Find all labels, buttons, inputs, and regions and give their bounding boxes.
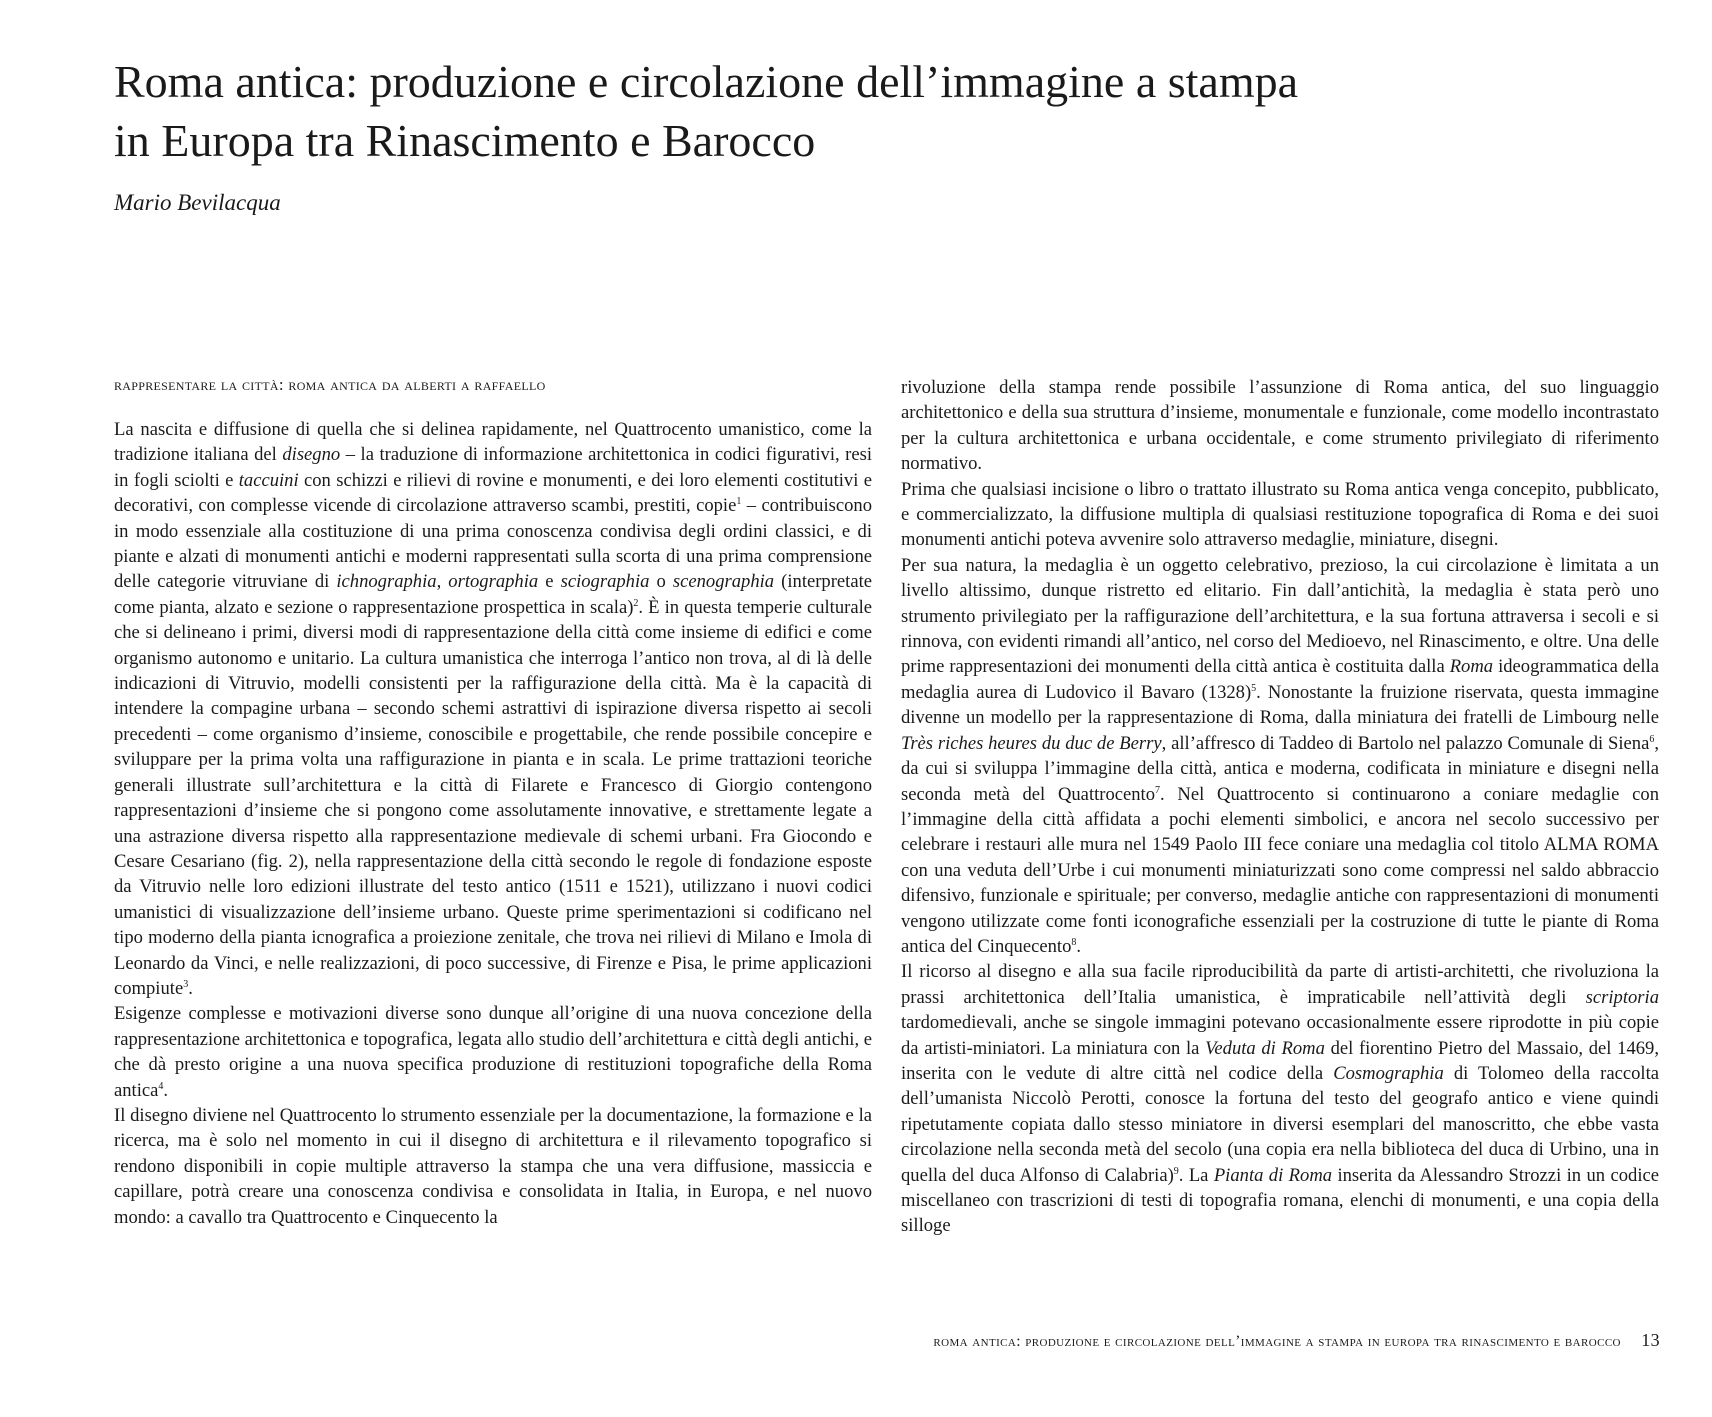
italic-text: sciographia [560,571,650,593]
footnote-ref: 2 [633,597,639,609]
italic-text: Très riches heures du duc de Berry [901,732,1162,754]
text-run: . [188,977,193,999]
text-run: . La [1178,1164,1214,1186]
text-run: tardomedievali, anche se singole immagini potevano occasionalmente essere riprodotte in più copie da artisti-miniatori. La miniatura con la [901,1012,1659,1059]
paragraph [901,959,1659,1238]
footnote-ref: 6 [1649,733,1655,745]
text-run: – contribuiscono in modo essenziale alla costituzione di una prima conoscenza condivisa degli ordini classici, e di piante e alzati di monumenti antichi e moderni rappresentati sulla scorta di una prima comprensione delle categorie vitruviane di [114,495,873,593]
left-column-text [114,417,872,1230]
italic-text: Pianta di Roma [1213,1164,1333,1186]
running-footer [0,1330,1660,1351]
article-title [114,52,1634,170]
text-run: Per sua natura, la medaglia è un oggetto celebrativo, prezioso, la cui circolazione è limitata a un livello altissimo, dunque ristretto ed elitario. Fin dall’antichità, la medaglia è stata però uno strumento privilegiato per la raffigurazione dell’architettura, e la sua fortuna attraversa i secoli e si rinnova, con evidenti rimandi all’antico, nel corso del Medioevo, nel Rinascimento, e oltre. Una delle prime rappresentazioni dei monumenti della città antica è costituita dalla [901,554,1659,678]
text-run: . [1076,935,1082,957]
italic-text: scenographia [672,571,775,593]
text-run: Il disegno diviene nel Quattrocento lo strumento essenziale per la documentazione, la formazione e la ricerca, ma è solo nel momento in cui il disegno di architettura e il rilevamento topografico si rendono disponibili in copie multiple attraverso la stampa che una vera diffusione, massiccia e capillare, potrà creare una conoscenza condivisa e consolidata in Italia, in Europa, e nel nuovo mondo: a cavallo tra Quattrocento e Cinquecento la [114,1104,872,1228]
italic-text: ichnographia [336,571,437,593]
text-run: e [538,571,561,593]
text-run: – la traduzione di informazione architettonica in codici figurativi, resi in fogli sciolti e [114,444,873,491]
italic-text: Veduta di Roma [1205,1037,1325,1059]
footnote-ref: 1 [736,496,742,508]
text-run: . Nonostante la fruizione riservata, questa immagine divenne un modello per la rappresentazione di Roma, dalla miniatura dei fratelli de Limbourg nelle [901,681,1659,729]
text-run: con schizzi e rilievi di rovine e monumenti, e dei loro elementi costitutivi e decorativi, con complesse vicende di circolazione attraverso scambi, prestiti, copie [114,469,872,517]
paragraph [901,375,1659,477]
section-heading: rappresentare la città: roma antica da alberti a raffaello [114,375,546,394]
text-run: . [163,1079,169,1101]
left-column [114,375,872,1230]
italic-text: disegno [282,444,341,466]
text-run: del fiorentino Pietro del Massaio, del 1469, inserita con le vedute di altre città nel codice della [901,1037,1659,1084]
paragraph [901,553,1659,960]
right-column-text [901,375,1659,1239]
footnote-ref: 8 [1071,936,1077,948]
right-column [901,375,1659,1239]
italic-text: Roma [1449,656,1494,678]
footnote-ref: 9 [1173,1165,1179,1177]
footnote-ref: 5 [1251,682,1257,694]
text-run: . Nel Quattrocento si continuarono a coniare medaglie con l’immagine della città affidata a pochi elementi simbolici, e ancora nel secolo successivo per celebrare i restauri alle mura nel 1549 Paolo III fece coniare una medaglia col titolo ALMA ROMA con una veduta dell’Urbe i cui monumenti miniaturizzati sono come compressi nel saldo abbraccio difensivo, funzionale e spirituale; per converso, medaglie antiche con rappresentazioni di monumenti vengono utilizzate come fonti iconografiche essenziali per la costruzione di tutte le piante di Roma antica del Cinquecento [901,783,1659,957]
text-run: , da cui si sviluppa l’immagine della città, antica e moderna, codificata in miniature e disegni nella seconda metà del Quattrocento [901,732,1659,805]
text-run: . È in questa temperie culturale che si delineano i primi, diversi modi di rappresentazione della città come insieme di edifici e come organismo autonomo e unitario. La cultura umanistica che interroga l’antico non trova, al di là delle indicazioni di Vitruvio, modelli consistenti per la raffigurazione della città. Ma è la capacità di intendere la compagine urbana – secondo schemi astrattivi di ispirazione diversa rispetto ai secoli precedenti – come organismo d’insieme, conoscibile e progettabile, che rende possibile concepire e sviluppare per la prima volta una raffigurazione in pianta e in scala. Le prime trattazioni teoriche generali illustrate sull’architettura e la città di Filarete e Francesco di Giorgio contengono rappresentazioni d’insieme che si pongono come assolutamente innovative, e strettamente legate a una astrazione diversa rispetto alla rappresentazione medievale di schemi urbani. Fra Giocondo e Cesare Cesariano (fig. 2), nella rappresentazione della città secondo le regole di fondazione esposte da Vitruvio nelle loro edizioni illustrate del testo antico (1511 e 1521), utilizzano i nuovi codici umanistici di visualizzazione dell’insieme urbano. Queste prime sperimentazioni si codificano nel tipo moderno della pianta icnografica a proiezione zenitale, che trova nei rilievi di Milano e Imola di Leonardo da Vinci, e nelle realizzazioni, di poco successive, di Firenze e Pisa, le prime applicazioni compiute [114,596,873,999]
text-run: inserita da Alessandro Strozzi in un codice miscellaneo con trascrizioni di testi di topografia romana, elenchi di monumenti, e una copia della silloge [901,1164,1659,1237]
footnote-ref: 7 [1155,784,1161,796]
paragraph [114,1103,872,1230]
page-number: 13 [1641,1330,1660,1350]
text-run: , all’affresco di Taddeo di Bartolo nel palazzo Comunale di Siena [1161,732,1650,754]
text-run: Il ricorso al disegno e alla sua facile riproducibilità da parte di artisti-architetti, che rivoluziona la prassi architettonica dell’Italia umanistica, è impraticabile nell’attività degli [901,961,1659,1008]
paragraph [114,417,872,1001]
footnote-ref: 3 [183,978,189,990]
running-title: roma antica: produzione e circolazione dell’immagine a stampa in europa tra rinascimento e barocco [933,1333,1621,1350]
text-run: (interpretate come pianta, alzato e sezione o rappresentazione prospettica in scala) [114,571,873,618]
paragraph [114,1001,872,1103]
text-run: , [436,571,449,593]
paragraph [901,477,1659,553]
author-name: Mario Bevilacqua [114,190,281,215]
text-run: La nascita e diffusione di quella che si delinea rapidamente, nel Quattrocento umanistico, come la tradizione italiana del [114,419,872,466]
text-run: o [649,571,673,593]
italic-text: ortographia [448,571,539,593]
text-run: ideogrammatica della medaglia aurea di Ludovico il Bavaro (1328) [901,656,1659,703]
text-run: rivoluzione della stampa rende possibile l’assunzione di Roma antica, del suo linguaggio architettonico e della sua struttura d’insieme, monumentale e funzionale, come modello incontrastato per la cultura architettonica e urbana occidentale, e come strumento privilegiato di riferimento normativo. [901,377,1659,475]
italic-text: scriptoria [1585,986,1659,1008]
italic-text: taccuini [238,469,299,491]
title-line-2: in Europa tra Rinascimento e Barocco [114,115,816,166]
title-line-1: Roma antica: produzione e circolazione dell’immagine a stampa [114,56,1299,107]
italic-text: Cosmographia [1333,1062,1444,1084]
footnote-ref: 4 [158,1080,164,1092]
text-run: di Tolomeo della raccolta dell’umanista Niccolò Perotti, conosce la fortuna del testo del geografo antico e viene quindi ripetutamente copiata dallo stesso miniatore in diversi esemplari del manoscritto, che ebbe vasta circolazione nella seconda metà del secolo (una copia era nella biblioteca del duca di Urbino, una in quella del duca Alfonso di Calabria) [901,1062,1659,1186]
text-run: Esigenze complesse e motivazioni diverse sono dunque all’origine di una nuova concezione della rappresentazione architettonica e topografica, legata allo studio dell’architettura e città degli antichi, e che dà presto origine a una nuova specifica produzione di restituzioni topografiche della Roma antica [114,1003,872,1101]
text-run: Prima che qualsiasi incisione o libro o trattato illustrato su Roma antica venga concepito, pubblicato, e commercializzato, la diffusione multipla di qualsiasi restituzione topografica di Roma e dei suoi monumenti antichi poteva avvenire solo attraverso medaglie, miniature, disegni. [901,478,1659,551]
